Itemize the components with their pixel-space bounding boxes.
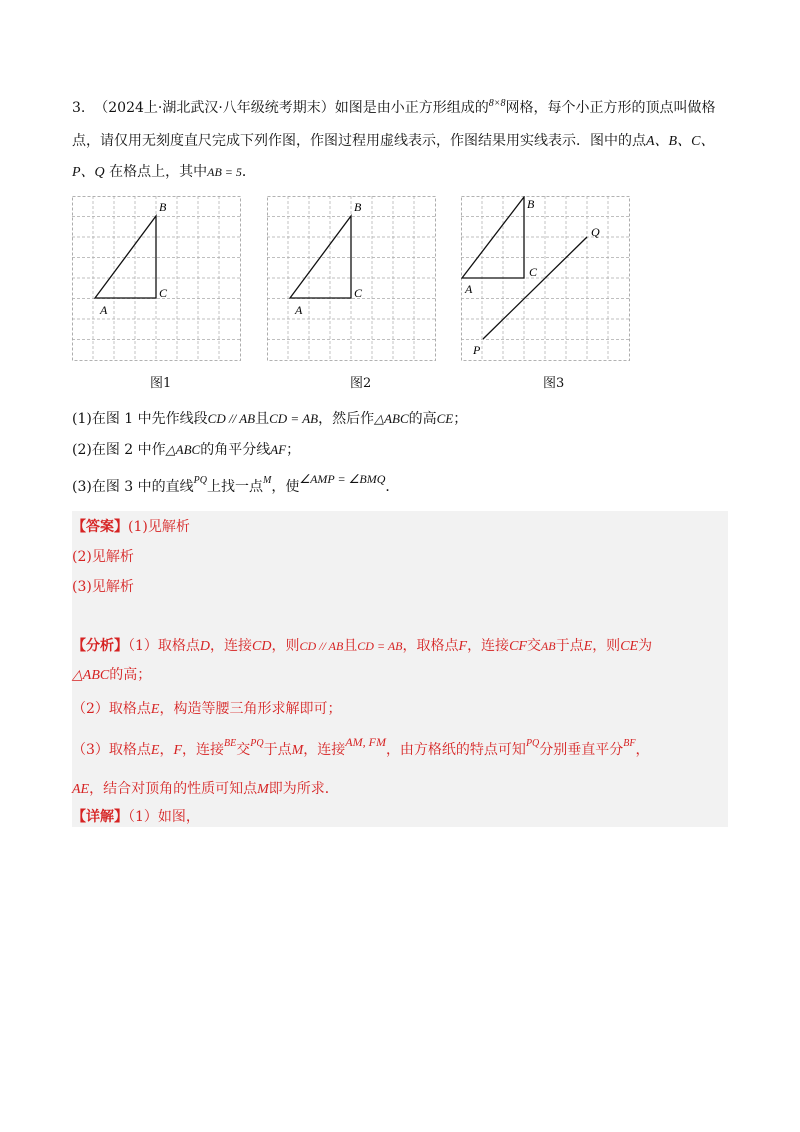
- grid-size: 8×8: [488, 98, 506, 109]
- analysis-line-1b: [72, 666, 151, 685]
- task-text: 上找一点: [207, 479, 263, 495]
- analysis-math: AM, FM: [345, 735, 386, 749]
- analysis-math: E: [150, 743, 160, 758]
- analysis-text: ，取格点: [402, 638, 459, 654]
- analysis-text: （2）取格点: [72, 701, 151, 717]
- answer-item-2: (2)见解析: [72, 549, 134, 565]
- analysis-text: 交: [526, 638, 541, 654]
- task-text: 且: [255, 411, 270, 427]
- task-text: 在图 1 中先作线段: [91, 411, 208, 427]
- task-text: 在图 3 中的直线: [91, 479, 194, 495]
- problem-line-2: [72, 132, 714, 151]
- answer-line-1: [72, 518, 190, 536]
- problem-number: 3.: [72, 100, 86, 116]
- label-c-2: C: [354, 286, 363, 300]
- analysis-text: ，构造等腰三角形求解即可；: [159, 701, 342, 717]
- analysis-text: 分别垂直平分: [539, 742, 624, 758]
- analysis-line-2: [72, 700, 341, 719]
- analysis-text: ，则: [271, 638, 300, 654]
- ab-equation: AB = 5: [207, 165, 242, 179]
- analysis-text: 为: [638, 638, 653, 654]
- task-3: [72, 472, 400, 498]
- analysis-text: ，: [159, 742, 174, 758]
- analysis-math: CF: [509, 639, 527, 654]
- analysis-text: （1）取格点: [128, 638, 200, 654]
- figure-2-svg: [267, 196, 439, 364]
- analysis-math: △ABC: [72, 668, 110, 683]
- analysis-text: 于点: [263, 742, 292, 758]
- analysis-math: AE: [72, 782, 90, 797]
- analysis-text: ，则: [592, 638, 621, 654]
- task-math: △ABC: [374, 411, 409, 426]
- analysis-text: 且: [343, 638, 358, 654]
- points-pq: P、Q: [72, 165, 105, 180]
- analysis-text: （3）取格点: [72, 742, 151, 758]
- analysis-line-1: [72, 637, 652, 656]
- analysis-text: 于点: [555, 638, 584, 654]
- analysis-line-3b: [72, 780, 339, 799]
- analysis-math: AB: [540, 639, 556, 653]
- label-c-3: C: [529, 265, 538, 279]
- answer-item-3: (3)见解析: [72, 579, 134, 595]
- analysis-math: BE: [224, 738, 237, 749]
- figure-3: [461, 196, 633, 364]
- analysis-math: PQ: [250, 738, 264, 749]
- detail-line: [72, 808, 200, 826]
- analysis-text: ，连接: [303, 742, 346, 758]
- label-b: B: [159, 200, 167, 214]
- analysis-math: E: [583, 639, 593, 654]
- figure-1-svg: [72, 196, 244, 364]
- figure-1: [72, 196, 244, 364]
- label-c: C: [159, 286, 168, 300]
- task-math: CD = AB: [269, 411, 319, 426]
- task-math: ∠AMP = ∠BMQ: [299, 472, 386, 486]
- analysis-text: ，结合对顶角的性质可知点: [89, 781, 258, 797]
- analysis-math: BF: [623, 738, 636, 749]
- task-math: CE: [436, 411, 454, 426]
- label-a: A: [100, 303, 108, 317]
- problem-period: ．: [241, 164, 256, 180]
- figure-3-caption: 图3: [543, 376, 565, 391]
- figure-1-caption: 图1: [150, 376, 172, 391]
- task-text: ，使: [271, 479, 300, 495]
- analysis-math: F: [173, 743, 183, 758]
- analysis-line-3: [72, 735, 650, 761]
- analysis-math: M: [291, 743, 304, 758]
- task-id: (1): [72, 411, 92, 427]
- analysis-math: D: [199, 639, 211, 654]
- figure-3-svg: [461, 196, 633, 364]
- analysis-text: ，连接: [182, 742, 225, 758]
- task-math: AF: [270, 442, 287, 457]
- task-2: [72, 441, 300, 459]
- points-abc: A、B、C、: [646, 134, 715, 149]
- label-b-2: B: [354, 200, 362, 214]
- analysis-text: 的高；: [109, 667, 152, 683]
- analysis-math: PQ: [525, 738, 540, 749]
- analysis-text: 即为所求．: [268, 781, 339, 797]
- label-q: Q: [591, 225, 600, 239]
- detail-text: （1）如图，: [128, 809, 200, 825]
- analysis-math: CD: [252, 639, 272, 654]
- label-b-3: B: [527, 197, 535, 211]
- triangle-abc: [95, 216, 156, 298]
- analysis-text: 交: [236, 742, 251, 758]
- task-id: (2): [72, 442, 92, 458]
- label-a-3: A: [465, 282, 473, 296]
- label-p: P: [473, 343, 481, 357]
- analysis-math: CE: [620, 639, 639, 654]
- task-math: CD // AB: [207, 411, 256, 426]
- task-math: △ABC: [165, 442, 201, 457]
- task-text: ；: [453, 411, 468, 427]
- analysis-text: ，连接: [467, 638, 510, 654]
- analysis-text: ，由方格纸的特点可知: [385, 742, 526, 758]
- analysis-math: E: [150, 702, 160, 717]
- task-text: 的高: [408, 411, 437, 427]
- task-1: [72, 410, 467, 428]
- problem-line-1: [72, 99, 716, 119]
- answer-item-1: (1)见解析: [128, 519, 190, 535]
- analysis-text: ，连接: [210, 638, 253, 654]
- problem-text-3: 在格点上，其中: [109, 164, 208, 180]
- figure-2: [267, 196, 439, 364]
- task-text: 在图 2 中作: [91, 442, 166, 458]
- line-pq: [483, 237, 587, 339]
- analysis-text: ，: [635, 742, 650, 758]
- task-math: PQ: [193, 475, 207, 486]
- analysis-math: F: [458, 639, 468, 654]
- task-text: ；: [286, 442, 301, 458]
- task-text: ，然后作: [318, 411, 375, 427]
- triangle-abc-2: [290, 216, 351, 298]
- task-math: M: [263, 475, 272, 486]
- task-id: (3): [72, 479, 92, 495]
- label-a-2: A: [295, 303, 303, 317]
- problem-text-tail: 网格，每个小正方形的顶点叫做格: [505, 100, 716, 116]
- analysis-math: CD = AB: [357, 639, 403, 653]
- problem-line-3: [72, 163, 256, 182]
- problem-text-2: 点，请仅用无刻度直尺完成下列作图，作图过程用虚线表示，作图结果用实线表示．图中的点: [72, 133, 646, 149]
- figure-2-caption: 图2: [350, 376, 372, 391]
- analysis-math: CD // AB: [299, 639, 344, 653]
- analysis-label: 【分析】: [72, 638, 128, 654]
- task-text: ．: [385, 479, 400, 495]
- problem-source: （2024上·湖北武汉·八年级统考期末）: [94, 100, 335, 116]
- task-text: 的角平分线: [200, 442, 271, 458]
- problem-text: 如图是由小正方形组成的: [334, 100, 489, 116]
- triangle-abc-3: [462, 197, 524, 278]
- answer-label: 【答案】: [72, 519, 128, 535]
- detail-label: 【详解】: [72, 809, 128, 825]
- analysis-math: M: [257, 782, 269, 797]
